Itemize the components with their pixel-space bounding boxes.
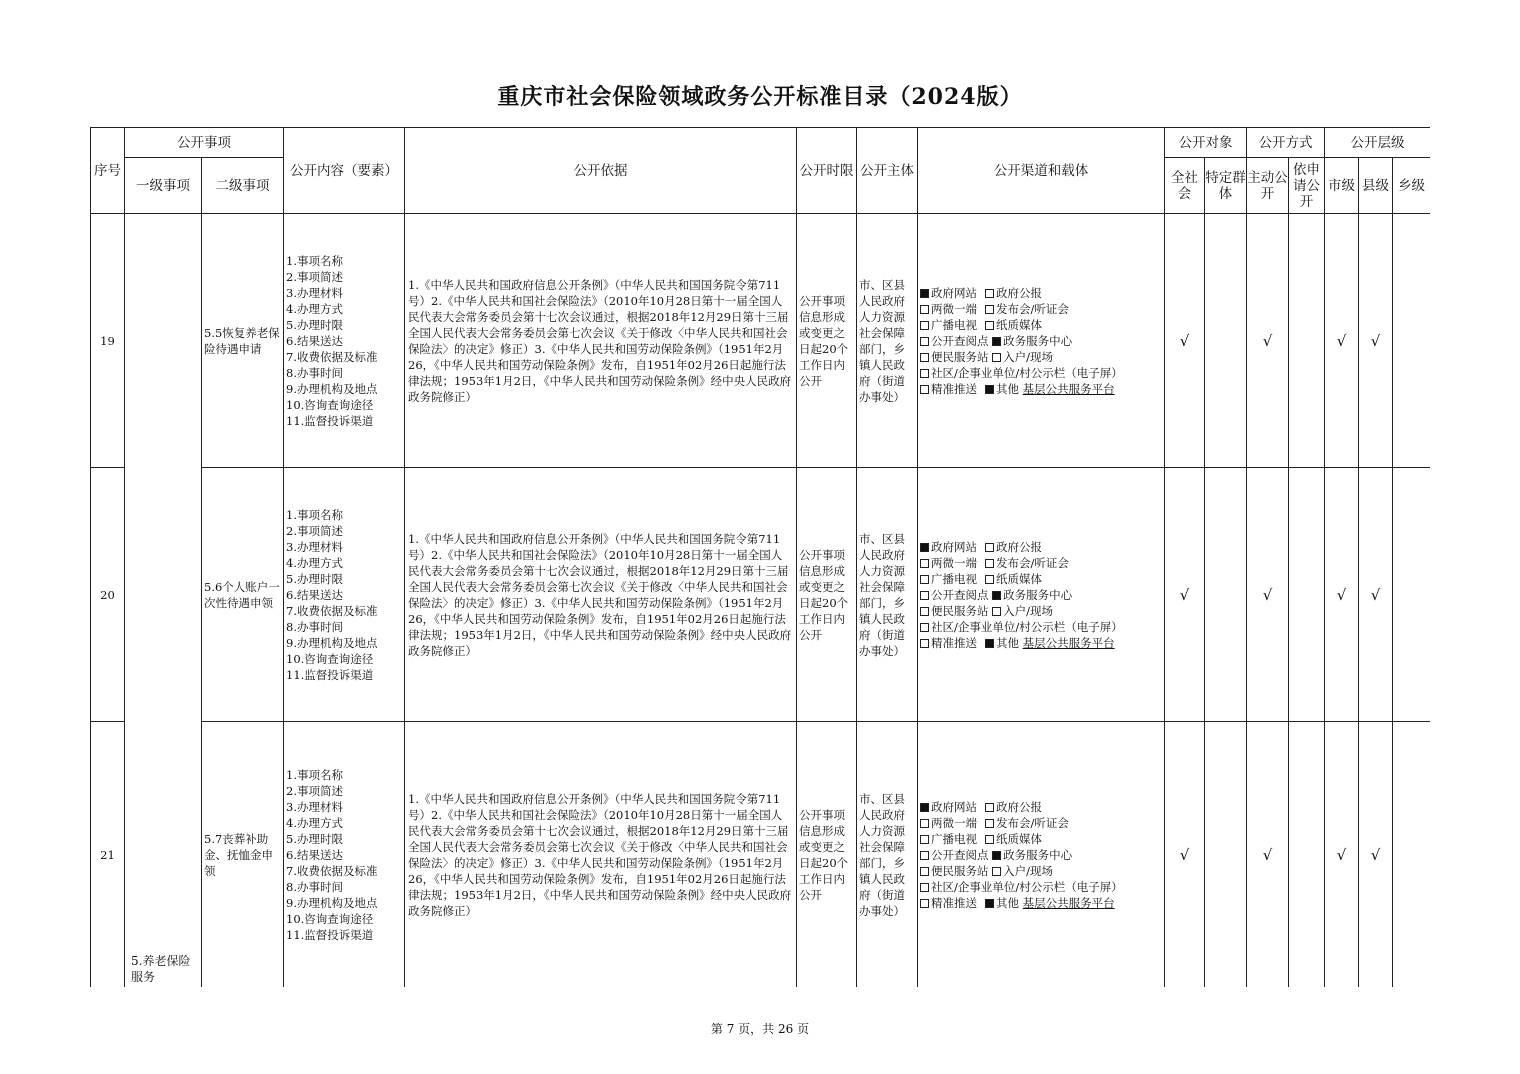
press-label: 发布会/听证会 [996, 555, 1069, 570]
m-active-check: √ [1247, 468, 1289, 722]
header-channel: 公开渠道和载体 [918, 128, 1165, 214]
row-channels [918, 722, 1165, 988]
row-basis: 1.《中华人民共和国政府信息公开条例》（中华人民共和国国务院令第711号）2.《中华人民共和国社会保险法》（2010年10月28日第十一届全国人民代表大会常务委员会第十七次会议通过，根据2018年12月29日第十三届全国人民代表大会常务委员会第七次会议《关于修改〈中华人民共和国社会保险法〉的决定》修正）3.《中华人民共和国劳动保险条例》（1951年2月26，《中华人民共和国劳动保险条例》发布，自1951年02月26日起施行法律法规；1953年1月2日，《中华人民共和国劳动保险条例》经中央人民政府政务院修正） [405, 468, 797, 722]
content-item: 10.咨询查询途径 [286, 651, 374, 666]
door-checkbox [992, 607, 1001, 616]
press-label: 发布会/听证会 [996, 815, 1069, 830]
gov-gazette-label: 政府公报 [996, 539, 1042, 554]
lv-county-check: √ [1359, 468, 1393, 722]
lv-town-cell [1393, 214, 1431, 468]
other-checkbox [985, 385, 994, 394]
aud-all-check: √ [1165, 468, 1205, 722]
service-station-checkbox [920, 867, 929, 876]
header-m-request: 依申请公开 [1289, 158, 1325, 214]
query-point-label: 公开查阅点 [931, 333, 989, 348]
content-item: 11.监督投诉渠道 [286, 413, 374, 428]
page-footer: 第 7 页，共 26 页 [710, 1022, 810, 1036]
aud-specific-cell [1205, 214, 1247, 468]
community-label: 社区/企事业单位/村公示栏（电子屏） [931, 879, 1123, 894]
content-item: 6.结果送达 [286, 587, 343, 602]
paper-label: 纸质媒体 [996, 831, 1042, 846]
query-point-checkbox [920, 851, 929, 860]
community-checkbox [920, 369, 929, 378]
service-center-label: 政务服务中心 [1003, 587, 1073, 602]
content-item: 5.办理时限 [286, 317, 343, 332]
lv-county-check: √ [1359, 722, 1393, 988]
header-m-active: 主动公开 [1247, 158, 1289, 214]
row-subject: 市、区县人民政府人力资源社会保障部门，乡镇人民政府（街道办事处） [857, 468, 918, 722]
query-point-label: 公开查阅点 [931, 847, 989, 862]
other-checkbox [985, 639, 994, 648]
press-label: 发布会/听证会 [996, 301, 1069, 316]
other-value: 基层公共服务平台 [1022, 381, 1115, 396]
content-item: 7.收费依据及标准 [286, 863, 378, 878]
content-item: 11.监督投诉渠道 [286, 667, 374, 682]
gov-gazette-checkbox [985, 803, 994, 812]
community-label: 社区/企事业单位/村公示栏（电子屏） [931, 619, 1123, 634]
broadcast-checkbox [920, 321, 929, 330]
row-timelimit: 公开事项信息形成或变更之日起20个工作日内公开 [797, 468, 857, 722]
press-checkbox [985, 305, 994, 314]
community-checkbox [920, 883, 929, 892]
broadcast-checkbox [920, 575, 929, 584]
row-channels [918, 468, 1165, 722]
content-item: 5.办理时限 [286, 571, 343, 586]
row-channels [918, 214, 1165, 468]
catalog-table [90, 127, 1430, 987]
row-subject: 市、区县人民政府人力资源社会保障部门，乡镇人民政府（街道办事处） [857, 214, 918, 468]
row-level2: 5.7丧葬补助金、抚恤金申领 [202, 722, 284, 988]
lv-town-cell [1393, 468, 1431, 722]
door-label: 入户/现场 [1003, 863, 1054, 878]
service-center-checkbox [992, 337, 1001, 346]
paper-checkbox [985, 321, 994, 330]
m-request-cell [1289, 468, 1325, 722]
content-item: 11.监督投诉渠道 [286, 927, 374, 942]
gov-site-label: 政府网站 [931, 285, 977, 300]
door-checkbox [992, 867, 1001, 876]
broadcast-checkbox [920, 835, 929, 844]
row-seq: 19 [91, 214, 125, 468]
content-item: 9.办理机构及地点 [286, 635, 378, 650]
lv-county-check: √ [1359, 214, 1393, 468]
service-station-checkbox [920, 607, 929, 616]
service-center-label: 政务服务中心 [1003, 847, 1073, 862]
door-checkbox [992, 353, 1001, 362]
content-item: 8.办事时间 [286, 365, 343, 380]
content-item: 7.收费依据及标准 [286, 603, 378, 618]
header-audience: 公开对象 [1165, 128, 1247, 158]
push-checkbox [920, 385, 929, 394]
header-content: 公开内容（要素） [284, 128, 405, 214]
other-checkbox [985, 899, 994, 908]
content-item: 1.事项名称 [286, 507, 343, 522]
two-micro-checkbox [920, 305, 929, 314]
other-value: 基层公共服务平台 [1022, 895, 1115, 910]
row-basis: 1.《中华人民共和国政府信息公开条例》（中华人民共和国国务院令第711号）2.《中华人民共和国社会保险法》（2010年10月28日第十一届全国人民代表大会常务委员会第十七次会议通过，根据2018年12月29日第十三届全国人民代表大会常务委员会第七次会议《关于修改〈中华人民共和国社会保险法〉的决定》修正）3.《中华人民共和国劳动保险条例》（1951年2月26，《中华人民共和国劳动保险条例》发布，自1951年02月26日起施行法律法规；1953年1月2日，《中华人民共和国劳动保险条例》经中央人民政府政务院修正） [405, 214, 797, 468]
gov-site-checkbox [920, 543, 929, 552]
content-item: 8.办事时间 [286, 619, 343, 634]
gov-gazette-checkbox [985, 289, 994, 298]
header-method: 公开方式 [1247, 128, 1325, 158]
query-point-checkbox [920, 337, 929, 346]
content-item: 10.咨询查询途径 [286, 911, 374, 926]
level1-item: 5.养老保险服务 [125, 214, 202, 988]
header-seq: 序号 [91, 128, 125, 214]
paper-checkbox [985, 835, 994, 844]
other-value: 基层公共服务平台 [1022, 635, 1115, 650]
lv-city-check: √ [1325, 722, 1359, 988]
other-label: 其他 [996, 895, 1019, 910]
header-aud-specific: 特定群体 [1205, 158, 1247, 214]
m-request-cell [1289, 214, 1325, 468]
aud-specific-cell [1205, 468, 1247, 722]
table-row [91, 468, 1431, 722]
push-checkbox [920, 639, 929, 648]
content-item: 5.办理时限 [286, 831, 343, 846]
page-title: 重庆市社会保险领域政务公开标准目录（2024版） [497, 84, 1023, 110]
gov-site-label: 政府网站 [931, 799, 977, 814]
service-station-checkbox [920, 353, 929, 362]
service-station-label: 便民服务站 [931, 863, 989, 878]
header-lv-county: 县级 [1359, 158, 1393, 214]
two-micro-label: 两微一端 [931, 301, 977, 316]
broadcast-label: 广播电视 [931, 317, 977, 332]
row-content-items [284, 468, 405, 722]
service-station-label: 便民服务站 [931, 603, 989, 618]
content-item: 2.事项简述 [286, 523, 343, 538]
m-request-cell [1289, 722, 1325, 988]
row-content-items [284, 722, 405, 988]
query-point-label: 公开查阅点 [931, 587, 989, 602]
header-basis: 公开依据 [405, 128, 797, 214]
row-seq: 20 [91, 468, 125, 722]
gov-gazette-label: 政府公报 [996, 285, 1042, 300]
content-item: 1.事项名称 [286, 253, 343, 268]
content-item: 3.办理材料 [286, 285, 343, 300]
aud-all-check: √ [1165, 214, 1205, 468]
content-item: 4.办理方式 [286, 815, 343, 830]
community-label: 社区/企事业单位/村公示栏（电子屏） [931, 365, 1123, 380]
paper-label: 纸质媒体 [996, 317, 1042, 332]
content-item: 4.办理方式 [286, 301, 343, 316]
content-item: 1.事项名称 [286, 767, 343, 782]
header-timelimit: 公开时限 [797, 128, 857, 214]
gov-gazette-checkbox [985, 543, 994, 552]
header-level: 公开层级 [1325, 128, 1431, 158]
content-item: 2.事项简述 [286, 269, 343, 284]
paper-checkbox [985, 575, 994, 584]
header-subject: 公开主体 [857, 128, 918, 214]
content-item: 3.办理材料 [286, 539, 343, 554]
catalog-table-wrapper [90, 127, 1430, 987]
row-timelimit: 公开事项信息形成或变更之日起20个工作日内公开 [797, 722, 857, 988]
content-item: 2.事项简述 [286, 783, 343, 798]
content-item: 9.办理机构及地点 [286, 381, 378, 396]
gov-site-checkbox [920, 803, 929, 812]
two-micro-label: 两微一端 [931, 815, 977, 830]
broadcast-label: 广播电视 [931, 831, 977, 846]
row-level2: 5.5恢复养老保险待遇申请 [202, 214, 284, 468]
table-body [91, 214, 1431, 988]
push-checkbox [920, 899, 929, 908]
door-label: 入户/现场 [1003, 349, 1054, 364]
lv-city-check: √ [1325, 214, 1359, 468]
content-item: 4.办理方式 [286, 555, 343, 570]
header-level2: 二级事项 [202, 158, 284, 214]
press-checkbox [985, 559, 994, 568]
m-active-check: √ [1247, 214, 1289, 468]
table-row [91, 722, 1431, 988]
row-level2: 5.6个人账户一次性待遇申领 [202, 468, 284, 722]
lv-city-check: √ [1325, 468, 1359, 722]
content-item: 7.收费依据及标准 [286, 349, 378, 364]
push-label: 精准推送 [931, 895, 977, 910]
header-aud-all: 全社会 [1165, 158, 1205, 214]
header-lv-town: 乡级 [1393, 158, 1431, 214]
content-item: 10.咨询查询途径 [286, 397, 374, 412]
row-seq: 21 [91, 722, 125, 988]
row-timelimit: 公开事项信息形成或变更之日起20个工作日内公开 [797, 214, 857, 468]
other-label: 其他 [996, 635, 1019, 650]
content-item: 9.办理机构及地点 [286, 895, 378, 910]
two-micro-label: 两微一端 [931, 555, 977, 570]
table-row [91, 214, 1431, 468]
query-point-checkbox [920, 591, 929, 600]
push-label: 精准推送 [931, 635, 977, 650]
other-label: 其他 [996, 381, 1019, 396]
row-subject: 市、区县人民政府人力资源社会保障部门，乡镇人民政府（街道办事处） [857, 722, 918, 988]
content-item: 3.办理材料 [286, 799, 343, 814]
lv-town-cell [1393, 722, 1431, 988]
broadcast-label: 广播电视 [931, 571, 977, 586]
aud-specific-cell [1205, 722, 1247, 988]
row-content-items [284, 214, 405, 468]
aud-all-check: √ [1165, 722, 1205, 988]
two-micro-checkbox [920, 559, 929, 568]
gov-site-checkbox [920, 289, 929, 298]
door-label: 入户/现场 [1003, 603, 1054, 618]
content-item: 6.结果送达 [286, 333, 343, 348]
row-basis: 1.《中华人民共和国政府信息公开条例》（中华人民共和国国务院令第711号）2.《中华人民共和国社会保险法》（2010年10月28日第十一届全国人民代表大会常务委员会第十七次会议通过，根据2018年12月29日第十三届全国人民代表大会常务委员会第七次会议《关于修改〈中华人民共和国社会保险法〉的决定》修正）3.《中华人民共和国劳动保险条例》（1951年2月26，《中华人民共和国劳动保险条例》发布，自1951年02月26日起施行法律法规；1953年1月2日，《中华人民共和国劳动保险条例》经中央人民政府政务院修正） [405, 722, 797, 988]
header-items: 公开事项 [125, 128, 284, 158]
community-checkbox [920, 623, 929, 632]
service-center-checkbox [992, 851, 1001, 860]
paper-label: 纸质媒体 [996, 571, 1042, 586]
press-checkbox [985, 819, 994, 828]
two-micro-checkbox [920, 819, 929, 828]
gov-site-label: 政府网站 [931, 539, 977, 554]
header-level1: 一级事项 [125, 158, 202, 214]
gov-gazette-label: 政府公报 [996, 799, 1042, 814]
service-center-label: 政务服务中心 [1003, 333, 1073, 348]
service-center-checkbox [992, 591, 1001, 600]
content-item: 8.办事时间 [286, 879, 343, 894]
content-item: 6.结果送达 [286, 847, 343, 862]
m-active-check: √ [1247, 722, 1289, 988]
header-lv-city: 市级 [1325, 158, 1359, 214]
service-station-label: 便民服务站 [931, 349, 989, 364]
push-label: 精准推送 [931, 381, 977, 396]
